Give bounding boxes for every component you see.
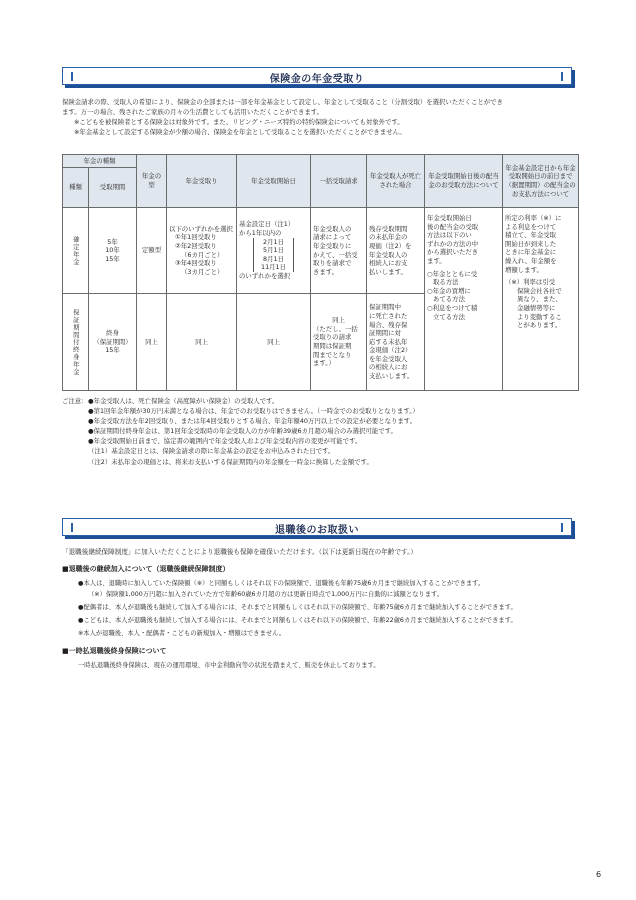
base-after-line: 開始日が到来した (505, 239, 557, 248)
row1-start (237, 208, 311, 294)
retirement-bullet: ●配偶者は、本人が退職後も継続して加入する場合には、それまでと同額もしくはそれ以下の保険額で、年齢75歳6カ月まで継続加入することができます。 (78, 604, 517, 611)
base-after-line: 異なり、また、 (517, 295, 562, 304)
intro-line-1: 保険金請求の際、受取人の希望により、保険金の全部または一部を年金基金として設定し、年金として受取ること（分割受取）を選択いただくことができ (62, 98, 503, 106)
note-item: ●保証期間付終身年金は、第1回年金受取時の年金受取人の方が年齢39歳6カ月超の場合のみ選択可能です。 (88, 427, 397, 436)
start-before-line: ます。 (427, 256, 446, 265)
header-lump: 一括受取請求 (311, 155, 367, 208)
row1-lump-line: きます。 (313, 267, 339, 276)
row1-start-line: のいずれかを選択 (239, 271, 291, 280)
section-banner-annuity (62, 67, 572, 85)
row2-death-line: を年金受取人 (369, 354, 408, 363)
base-after-line: 積立て、年金受取 (505, 231, 557, 240)
row2-period-3: 15年 (105, 346, 120, 355)
retirement-bullet: ※本人が退職後、本人・配偶者・こどもの新規加入・増額はできません。 (78, 630, 286, 637)
note-item: （注1）基金設定日とは、保険金請求の際に年金基金の設定をお申込みされた日です。 (88, 447, 335, 456)
row1-start-date: 5月1日 (263, 246, 284, 255)
row1-period-2: 10年 (105, 246, 120, 255)
start-before-line: 後の配当金の受取 (427, 222, 479, 231)
row1-start-date: 2月1日 (263, 237, 284, 246)
base-after-line: （※）利率は引受 (505, 278, 556, 287)
row2-period-1: 終身 (106, 329, 119, 338)
row2-receive: 同上 (167, 294, 237, 391)
row1-type: 定額型 (137, 208, 167, 294)
row1-receive-line: （6カ月ごと） (181, 250, 224, 259)
row1-receive (167, 208, 237, 294)
row2-death-line: に死亡された (369, 311, 408, 320)
start-before-line: ○利息をつけて積 (427, 303, 478, 312)
start-before-line: ずれかの方法の中 (427, 239, 479, 248)
row1-death-line: 残存受取期間 (369, 224, 408, 233)
row2-lump-line: 同上 (332, 316, 345, 325)
retirement-bullet: ●こどもは、本人が退職後も継続して加入する場合には、それまでと同額もしくはそれ以下の保険額で、年齢22歳6カ月まで継続加入することができます。 (78, 617, 517, 624)
header-kind: 種類 (63, 168, 89, 208)
note-item: ●年金受取人は、死亡保険金（高度障がい保険金）の受取人です。 (88, 397, 279, 405)
row1-start-line: 基金設定日（注1） (239, 220, 295, 229)
section-title-retirement: 退職後のお取扱い (275, 525, 359, 536)
start-before-line: 方法は以下のい (427, 231, 472, 240)
start-before-line: ○年金の買増に (427, 286, 471, 295)
row1-receive-line: ③年4回受取り (175, 259, 217, 268)
row1-receive-line: ①年1回受取り (175, 233, 217, 242)
row1-lump-line: 取りを請求で (313, 259, 352, 268)
start-before-line: 立てる方法 (433, 312, 465, 321)
row1-lump-line: 請求によって (313, 233, 352, 242)
row2-lump-line: ます。） (313, 359, 335, 368)
header-receive: 年金受取り (167, 155, 237, 208)
row2-period (89, 294, 137, 391)
row1-period (89, 208, 137, 294)
intro-line-2: ます。万一の場合、残されたご家族の月々の生活費としても活用いただくことができます。 (62, 108, 323, 116)
base-after-line: 繰入れ、年金額を (505, 256, 557, 265)
section-title-annuity: 保険金の年金受取り (269, 74, 365, 85)
row2-kind: 保証期間付終身年金 (71, 308, 80, 376)
notes-label: ご注意： (62, 397, 88, 405)
header-start: 年金受取開始日 (237, 155, 311, 208)
notes-block (62, 396, 582, 467)
row2-death-line: 応する未払年 (369, 337, 408, 346)
subheading-whole-life: ■一時払退職後終身保険について (62, 647, 167, 655)
row2-death-line: 場合、残存保 (369, 320, 408, 329)
row1-death-line: 現価（注2）を (369, 241, 412, 250)
intro-note-2: ※年金基金として設定する保険金が少額の場合、保険金を年金として受取ることを選択いただくことができません。 (74, 128, 406, 136)
row1-lump-line: かえて、一括受 (313, 250, 358, 259)
retirement-bullet: （※）保険額1,000万円超に加入されていた方で年齢60歳6カ月超の方は更新日時点で1,000万円に自動的に減額となります。 (88, 591, 444, 598)
row2-lump-line: 期間は保証期 (313, 342, 352, 350)
row1-period-1: 5年 (107, 237, 118, 246)
start-before-line: あてる方法 (433, 295, 465, 304)
row2-death (367, 294, 425, 391)
banner-tick-right (561, 523, 563, 532)
row1-death-line: 払いします。 (369, 267, 407, 276)
row1-death-line: 相続人にお支 (369, 259, 408, 268)
row2-lump-line: （ただし、一括 (313, 324, 358, 333)
row1-receive-line: 以下のいずれかを選択 (169, 224, 233, 233)
row2-death-line: 金現価（注2） (369, 346, 412, 355)
header-start-before: 年金受取開始日後の配当金のお受取方法について (425, 155, 503, 208)
header-death: 年金受取人が死亡された場合 (367, 155, 425, 208)
base-after-line: とがあります。 (517, 321, 562, 330)
row2-death-line: 証期間に対 (369, 329, 401, 338)
section-banner-retirement (62, 518, 572, 536)
header-type: 年金の型 (137, 155, 167, 208)
cell-base-after (503, 208, 579, 391)
row1-period-3: 15年 (105, 254, 120, 263)
base-after-line: ときに年金基金に (505, 248, 557, 257)
start-before-line: 取る方法 (433, 278, 459, 287)
cell-start-before (425, 208, 503, 391)
header-nenkin-kind: 年金の種類 (63, 155, 137, 168)
row1-lump-line: 年金受取りに (313, 241, 352, 250)
row1-death-line: 年金受取人の (369, 250, 408, 259)
base-after-line: 増額します。 (505, 265, 543, 274)
row1-start-date: 8月1日 (263, 254, 284, 263)
row2-start: 同上 (237, 294, 311, 391)
base-after-line: 所定の利率（※）に (505, 214, 562, 222)
header-base-after: 年金基金設定日から年金受取開始日の前日まで（据置期間）の配当金のお支払方法について (503, 155, 579, 208)
row2-death-line: 支払いします。 (369, 372, 414, 381)
start-before-line: ○年金とともに受 (427, 269, 478, 278)
start-before-line: から選択いただき (427, 248, 479, 257)
row2-death-line: の相続人にお (369, 363, 408, 372)
row1-lump-line: 年金受取人の (313, 224, 352, 233)
row1-death-line: の未払年金の (369, 233, 408, 242)
subheading-continuation: ■退職後の継続加入について（退職後継続保障制度） (62, 565, 230, 573)
base-after-line: 金融情勢等に (517, 303, 556, 312)
annuity-table (62, 154, 579, 391)
row1-death (367, 208, 425, 294)
note-item: ●第1回年金年額が30万円未満となる場合は、年金でのお受取りはできません。（一時金でのお受取りとなります。） (88, 407, 419, 416)
row2-lump-line: 間までとなり (313, 350, 352, 359)
row1-start-dates (253, 238, 294, 272)
retirement-bullet: ●本人は、退職時に加入していた保険額（※）と同額もしくはそれ以下の保険額で、退職後も年齢75歳6カ月まで継続加入することができます。 (78, 580, 485, 587)
row1-lump (311, 208, 367, 294)
retirement-intro: 「退職後継続保障制度」に加入いただくことにより退職後も保障を確保いただけます。（以下は更新日現在の年齢です。） (62, 548, 417, 556)
base-after-line: 保険会社各社で (517, 286, 562, 295)
header-period: 受取期間 (89, 168, 137, 208)
row2-lump-line: 受取りの請求 (313, 333, 352, 342)
start-before-line: 年金受取開始日 (427, 214, 472, 222)
row1-start-date: 11月1日 (261, 263, 286, 272)
row2-type: 同上 (137, 294, 167, 391)
row2-lump (311, 294, 367, 391)
row2-death-line: 保証期間中 (369, 303, 401, 312)
base-after-line: よる利息をつけて (505, 222, 557, 231)
intro-note-1: ※こどもを被保険者とする保険金は対象外です。また、リビング・ニーズ特約の特約保険金についても対象外です。 (74, 118, 404, 126)
row1-kind: 確定年金 (71, 235, 80, 266)
row2-period-2: （保証期間） (93, 337, 132, 346)
page-number: 6 (596, 870, 602, 879)
note-item: ●年金受取方法を年2回受取り、または年4回受取りとする場合、年金年額40万円以上での設定が必要となります。 (88, 417, 417, 426)
row1-receive-line: ②年2回受取り (175, 241, 217, 250)
note-item: （注2）未払年金の現価とは、将来お支払いする保証期間内の年金額を一時金に換算した金額です。 (88, 457, 373, 466)
row1-start-line: から1年以内の (239, 229, 282, 238)
note-item: ●年金受取開始日前まで、協定書の範囲内で年金受取人および年金受取内容の変更が可能です。 (88, 437, 362, 446)
banner-tick-right (561, 72, 563, 81)
row1-receive-line: （3カ月ごと） (181, 267, 224, 276)
whole-life-text: 一時払退職後終身保険は、現在の運用環境、市中金利動向等の状況を踏まえて、販売を休止しております。 (78, 662, 380, 669)
base-after-line: より変動するこ (517, 312, 562, 321)
